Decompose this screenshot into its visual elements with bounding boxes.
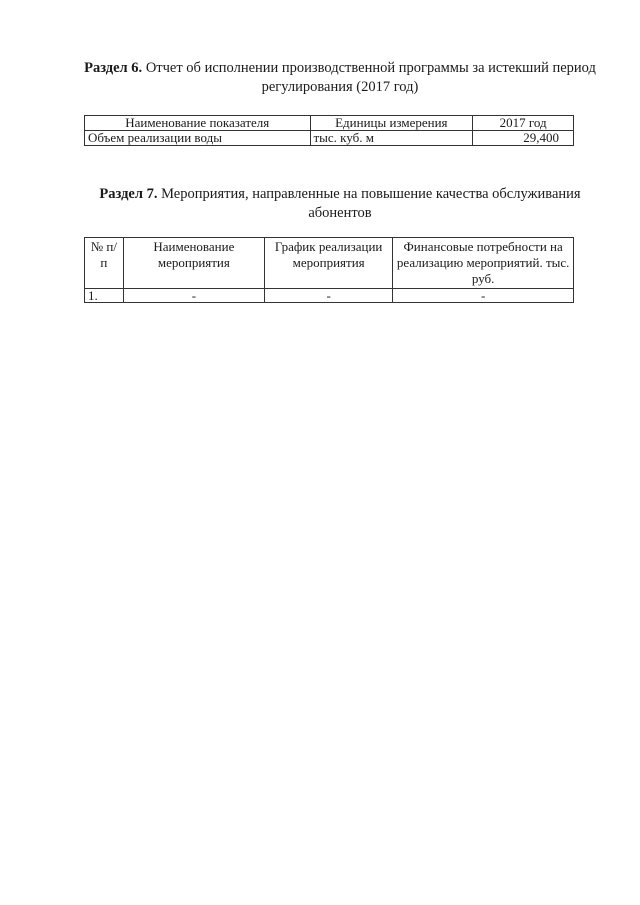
- section-6-title: Отчет об исполнении производственной программы за истекший период регулирования (2017 год): [142, 60, 596, 95]
- header-schedule: График реализации мероприятия: [265, 238, 393, 289]
- header-year: 2017 год: [473, 116, 574, 131]
- cell-measure-name: -: [123, 289, 264, 303]
- cell-unit: тыс. куб. м: [310, 131, 473, 146]
- header-number: № п/п: [85, 238, 124, 289]
- measures-table: [84, 237, 574, 303]
- section-7-label: Раздел 7.: [99, 186, 158, 202]
- table-row: [85, 131, 574, 146]
- table-row: [85, 289, 574, 303]
- header-unit: Единицы измерения: [310, 116, 473, 131]
- section-7-heading: [80, 185, 600, 223]
- cell-number: 1.: [85, 289, 124, 303]
- cell-indicator-name: Объем реализации воды: [85, 131, 311, 146]
- production-program-table: [84, 115, 574, 146]
- header-financial-needs: Финансовые потребности на реализацию мероприятий. тыс. руб.: [393, 238, 574, 289]
- table-header-row: [85, 116, 574, 131]
- cell-value: 29,400: [473, 131, 574, 146]
- section-6-label: Раздел 6.: [84, 60, 143, 76]
- cell-schedule: -: [265, 289, 393, 303]
- cell-financial-needs: -: [393, 289, 574, 303]
- section-6-heading: [80, 59, 600, 97]
- header-measure-name: Наименование мероприятия: [123, 238, 264, 289]
- header-indicator-name: Наименование показателя: [85, 116, 311, 131]
- section-7-title: Мероприятия, направленные на повышение качества обслуживания абонентов: [157, 186, 581, 221]
- table-header-row: [85, 238, 574, 289]
